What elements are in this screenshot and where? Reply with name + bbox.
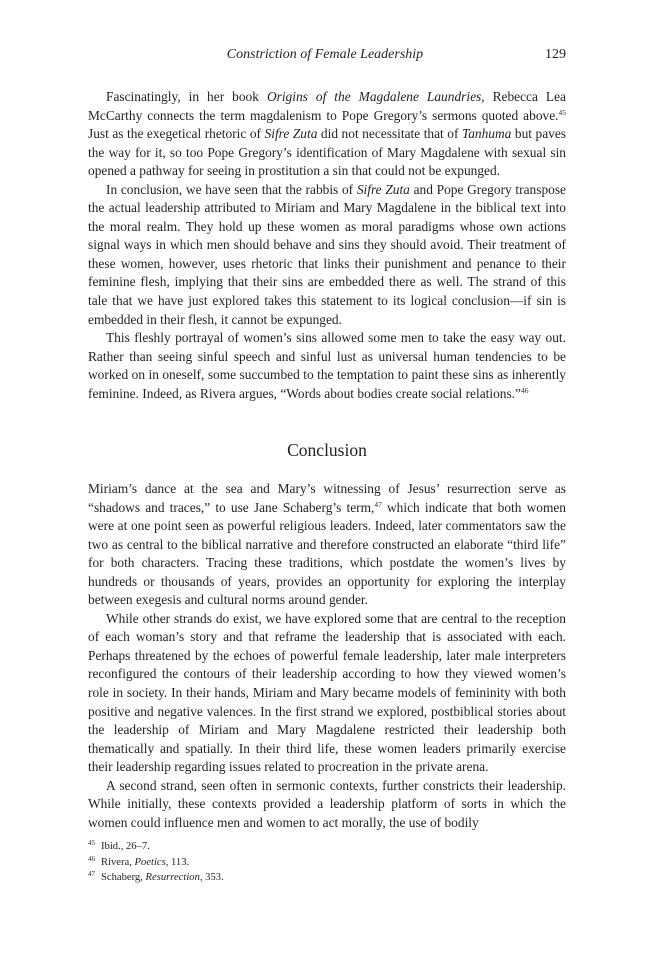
footnote-ref: 46 xyxy=(520,385,529,395)
footnotes xyxy=(88,839,566,886)
footnote-ref: 45 xyxy=(558,107,566,117)
footnote-text: Rivera, Poetics, 113. xyxy=(101,856,190,868)
paragraph: While other strands do exist, we have explored some that are central to the reception of each woman’s story and that reframe the leadership that is associated with each. Perhaps threatened by the echoes of powerful female leadership, later male interpreters reconfigured the contours of their leadership according to how they viewed women’s role in society. In their hands, Miriam and Mary became models of femininity with both positive and negative valences. In the first strand we explored, postbiblical stories about the leadership of Miriam and Mary Magdalene restricted their leadership both thematically and spatially. In their third life, these women leaders primarily exercise their leadership regarding issues related to procreation in the private arena. xyxy=(88,610,566,775)
footnote xyxy=(88,839,566,855)
page-number: 129 xyxy=(545,47,566,62)
body-text-conclusion xyxy=(88,480,566,832)
footnote-number: 47 xyxy=(88,870,95,879)
section-heading: Conclusion xyxy=(287,440,367,460)
footnote xyxy=(88,855,566,871)
footnote-number: 45 xyxy=(88,839,95,847)
paragraph: Miriam’s dance at the sea and Mary’s witnessing of Jesus’ resurrection serve as “shadows and traces,” to use Jane Schaberg’s term,$^{47}$ which indicate that both women were at one point seen as powerful religious leaders. Indeed, later commentators saw the two as central to the biblical narrative and therefore constructed an elaborate “third life” for both characters. Tracing these traditions, which postdate the women’s lives by hundreds or thousands of years, provides an opportunity for exploring the interplay between exegesis and cultural norms around gender. xyxy=(88,481,566,608)
running-title: Constriction of Female Leadership xyxy=(226,47,424,62)
footnote xyxy=(88,870,566,886)
body-text-top xyxy=(88,88,566,403)
running-head xyxy=(0,44,650,66)
paragraph: A second strand, seen often in sermonic contexts, further constricts their leadership. While initially, these contexts provided a leadership platform of sorts in which the women could influence men and women to act morally, the use of bodily xyxy=(88,777,566,830)
text-title: Sifre Zuta xyxy=(356,181,410,197)
paragraph: This fleshly portrayal of women’s sins allowed some men to take the easy way out. Rather than seeing sinful speech and sinful lust as universal human tendencies to be worked on in oneself, some succumbed to the temptation to paint these sins as inherently feminine. Indeed, as Rivera argues, “Words about bodies create social relations.”$^{46}$ xyxy=(88,330,566,401)
footnote-text: Schaberg, Resurrection, 353. xyxy=(101,872,224,884)
text-title: Sifre Zuta xyxy=(264,126,318,142)
footnote-text: Ibid., 26–7. xyxy=(101,841,150,852)
paragraph: Fascinatingly, in her book Origins of the Magdalene Laundries, Rebecca Lea McCarthy connects the term magdalenism to Pope Gregory’s sermons quoted above.$^{45}$ Just as the exegetical rhetoric of Sifre Zuta did not necessitate that of Tanhuma but paves the way for it, so too Pope Gregory’s identification of Mary Magdalene with sexual sin opened a pathway for seeing in prostitution a sin that could not be expunged. xyxy=(88,89,566,179)
footnote-ref: 47 xyxy=(374,499,382,509)
text-title: Tanhuma xyxy=(461,126,512,142)
paragraph: In conclusion, we have seen that the rabbis of Sifre Zuta and Pope Gregory transpose the actual leadership attributed to Miriam and Mary Magdalene in the biblical text into the moral realm. They hold up these women as moral paradigms whose own actions signal ways in which men should behave and sins they should avoid. Their treatment of these women, however, uses rhetoric that links their punishment and penance to their feminine flesh, implying that their sins are embedded there as well. The strand of this tale that we have just explored takes this statement to its logical conclusion—if sin is embedded in their flesh, it cannot be expunged. xyxy=(88,181,566,327)
book-title: Origins of the Magdalene Laundries xyxy=(266,89,482,104)
footnote-number: 46 xyxy=(88,854,95,863)
